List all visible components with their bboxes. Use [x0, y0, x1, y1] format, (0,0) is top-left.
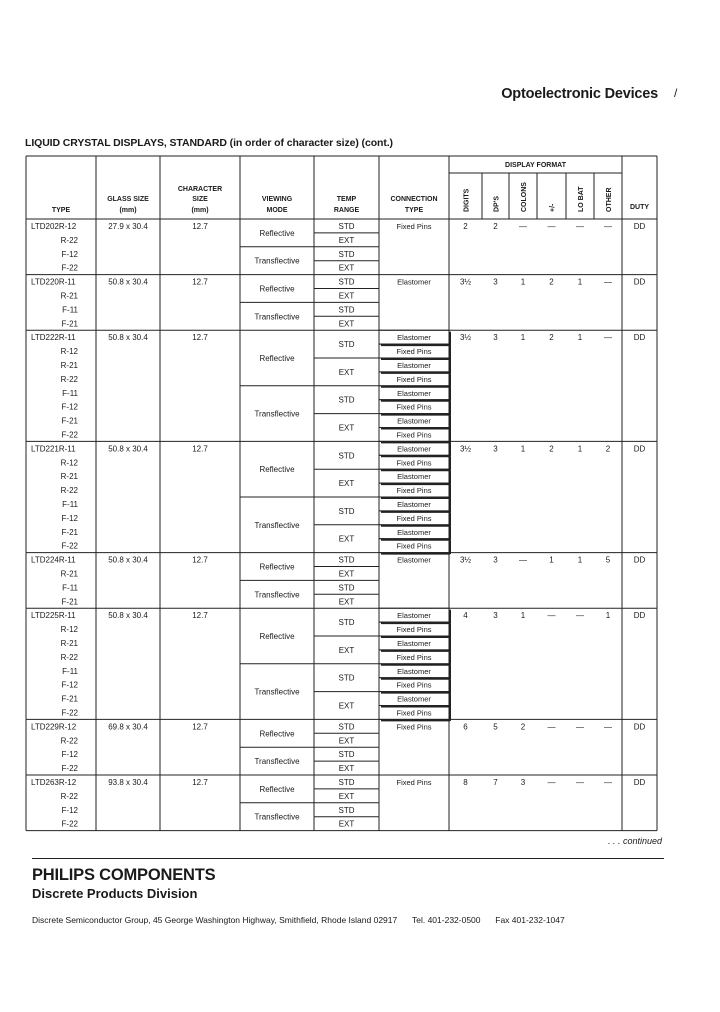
group-4-conn-type: Elastomer [397, 555, 431, 565]
group-3-conn-1-0-0: Elastomer [397, 499, 431, 509]
group-5-glass-size: 50.8 x 30.4 [108, 611, 148, 621]
group-6-type-0: LTD229R-12 [31, 722, 77, 732]
group-0-char-size: 12.7 [192, 222, 208, 231]
group-1-temp-0-0: STD [338, 277, 355, 287]
col-header-temp: TEMP [336, 196, 357, 203]
group-0-type-0: LTD202R-12 [31, 222, 77, 231]
group-3-type-2: R-21 [60, 472, 78, 482]
group-2-conn-1-0-0: Elastomer [397, 388, 431, 398]
col-header-glass-unit: (mm) [119, 207, 137, 214]
group-6-fmt-dps: 5 [493, 722, 498, 732]
group-3-conn-1-1-0: Elastomer [397, 527, 431, 537]
group-2-fmt-half: 2 [549, 333, 554, 343]
col-header-dps: DP'S [493, 195, 501, 212]
group-5-type-3: R-22 [60, 652, 78, 662]
group-0-glass-size: 27.9 x 30.4 [108, 222, 148, 231]
group-5-fmt-half: — [547, 611, 556, 621]
footer-address-line [32, 915, 565, 925]
group-4-fmt-lobat: 1 [577, 555, 583, 565]
group-3-conn-1-0-1: Fixed Pins [396, 513, 432, 523]
group-2-mode-0: Reflective [259, 354, 295, 363]
group-5-conn-1-1-1: Fixed Pins [396, 708, 432, 718]
group-6-fmt-other: — [604, 722, 612, 732]
group-6-fmt-digits: 6 [463, 722, 468, 732]
page-mark: / [674, 86, 678, 100]
group-4-fmt-other: 5 [605, 555, 611, 565]
group-5-fmt-digits: 4 [463, 611, 468, 621]
division-name: Discrete Products Division [32, 886, 198, 901]
footer-fax: Fax 401-232-1047 [495, 915, 565, 925]
group-3-mode-0: Reflective [259, 465, 295, 475]
group-1-temp-1-0: STD [338, 305, 355, 315]
group-0-temp-1-0: STD [338, 249, 355, 259]
col-header-digits: DIGITS [463, 188, 471, 212]
group-7-glass-size: 93.8 x 30.4 [108, 778, 148, 787]
group-2-temp-1-1: EXT [338, 423, 355, 433]
group-2-glass-size: 50.8 x 30.4 [108, 333, 148, 343]
group-3-fmt-half: 2 [549, 444, 554, 454]
group-5-conn-0-0-1: Fixed Pins [396, 625, 432, 635]
group-6-conn-type: Fixed Pins [396, 722, 432, 732]
group-4-temp-1-1: EXT [338, 597, 355, 607]
group-2-temp-1-0: STD [338, 395, 355, 405]
col-header-conn: CONNECTION [390, 196, 438, 203]
group-3-fmt-colons: 1 [520, 444, 526, 454]
group-1-type-3: F-21 [61, 319, 78, 329]
col-header-lobat: LO BAT [578, 186, 585, 212]
group-6-fmt-lobat: — [576, 722, 584, 732]
group-4-temp-0-1: EXT [338, 569, 355, 579]
group-4-mode-0: Reflective [259, 562, 295, 572]
group-0-fmt-half: — [547, 222, 556, 231]
group-3-fmt-lobat: 1 [577, 444, 583, 454]
group-0-type-3: F-22 [61, 263, 78, 273]
group-7-temp-1-0: STD [338, 805, 355, 815]
group-1-duty: DD [633, 277, 646, 287]
group-1-type-0: LTD220R-11 [31, 277, 76, 287]
group-2-conn-1-1-0: Elastomer [397, 416, 431, 426]
footer-tel: Tel. 401-232-0500 [411, 915, 481, 925]
group-6-fmt-colons: 2 [520, 722, 526, 732]
group-5-conn-0-0-0: Elastomer [397, 611, 431, 621]
group-2-type-1: R-12 [60, 347, 78, 357]
group-0-temp-0-1: EXT [338, 235, 355, 245]
group-7-temp-0-1: EXT [338, 791, 355, 801]
group-5-conn-1-0-0: Elastomer [397, 666, 431, 676]
group-1-conn-type: Elastomer [397, 277, 431, 287]
group-3-temp-0-1: EXT [338, 479, 355, 489]
group-4-glass-size: 50.8 x 30.4 [108, 555, 148, 565]
group-0-type-1: R-22 [60, 235, 78, 245]
group-4-mode-1: Transflective [254, 590, 300, 600]
group-2-fmt-colons: 1 [520, 333, 526, 343]
group-3-temp-0-0: STD [338, 451, 355, 461]
group-3-duty: DD [633, 444, 646, 454]
group-5-char-size: 12.7 [192, 611, 208, 621]
col-header-half: +/- [549, 203, 557, 212]
group-4-duty: DD [633, 555, 646, 565]
group-0-fmt-lobat: — [576, 222, 584, 231]
group-7-conn-type: Fixed Pins [396, 778, 432, 787]
group-0-fmt-colons: — [519, 222, 527, 231]
group-4-char-size: 12.7 [192, 555, 208, 565]
group-1-fmt-half: 2 [549, 277, 554, 287]
group-6-type-1: R-22 [60, 736, 78, 746]
group-2-conn-0-0-0: Elastomer [397, 333, 431, 343]
group-7-fmt-other: — [604, 778, 612, 787]
col-header-char: CHARACTER [177, 186, 223, 193]
group-2-conn-1-0-1: Fixed Pins [396, 402, 432, 412]
group-6-temp-1-1: EXT [338, 764, 355, 774]
group-2-mode-1: Transflective [254, 409, 300, 419]
group-0-temp-1-1: EXT [338, 263, 355, 273]
group-2-conn-1-1-1: Fixed Pins [396, 430, 432, 440]
group-4-fmt-dps: 3 [493, 555, 498, 565]
group-5-conn-1-1-0: Elastomer [397, 694, 431, 704]
group-3-mode-1: Transflective [254, 520, 300, 530]
group-3-char-size: 12.7 [192, 444, 208, 454]
group-7-type-0: LTD263R-12 [31, 778, 77, 787]
group-2-char-size: 12.7 [192, 333, 208, 343]
group-7-temp-0-0: STD [338, 777, 355, 787]
group-2-conn-0-1-1: Fixed Pins [396, 374, 432, 384]
group-1-type-1: R-21 [60, 291, 78, 301]
group-2-conn-0-0-1: Fixed Pins [396, 347, 432, 357]
group-4-fmt-colons: — [519, 555, 527, 565]
group-1-fmt-other: — [604, 277, 612, 287]
group-5-temp-1-0: STD [338, 673, 355, 683]
group-2-conn-0-1-0: Elastomer [397, 360, 431, 370]
group-5-type-6: F-21 [61, 694, 78, 704]
group-7-type-2: F-12 [61, 805, 78, 815]
group-5-duty: DD [633, 611, 646, 621]
group-0-duty: DD [633, 222, 646, 231]
group-5-mode-1: Transflective [254, 687, 300, 697]
group-7-duty: DD [633, 778, 646, 787]
group-3-fmt-digits: 3½ [459, 444, 472, 454]
group-6-type-3: F-22 [61, 764, 78, 774]
group-3-conn-0-1-1: Fixed Pins [396, 486, 432, 496]
group-4-type-0: LTD224R-11 [31, 555, 76, 565]
col-header-other: OTHER [606, 187, 613, 212]
group-2-type-3: R-22 [60, 374, 78, 384]
group-7-temp-1-1: EXT [338, 819, 355, 829]
group-5-type-2: R-21 [60, 639, 78, 648]
group-6-mode-0: Reflective [259, 729, 295, 739]
group-1-glass-size: 50.8 x 30.4 [108, 277, 148, 287]
group-1-fmt-dps: 3 [493, 277, 498, 287]
group-5-type-7: F-22 [61, 708, 78, 718]
group-3-type-4: F-11 [62, 500, 78, 509]
group-3-type-6: F-21 [61, 527, 78, 537]
col-header-display-format: DISPLAY FORMAT [505, 162, 566, 169]
page-header-title: Optoelectronic Devices [501, 86, 658, 102]
group-5-temp-0-0: STD [338, 618, 355, 628]
group-0-type-2: F-12 [61, 249, 78, 259]
group-2-type-6: F-21 [61, 416, 78, 426]
col-header-char-unit: (mm) [191, 207, 209, 214]
group-3-fmt-dps: 3 [493, 444, 498, 454]
group-0-mode-1: Transflective [254, 256, 300, 266]
group-1-fmt-colons: 1 [520, 277, 526, 287]
group-7-fmt-half: — [547, 778, 556, 787]
group-6-glass-size: 69.8 x 30.4 [108, 722, 148, 732]
group-2-fmt-lobat: 1 [577, 333, 583, 343]
group-2-type-2: R-21 [60, 361, 78, 370]
continued-note: . . . continued [608, 836, 663, 846]
group-0-temp-0-0: STD [338, 221, 355, 231]
group-3-temp-1-0: STD [338, 506, 355, 516]
group-2-type-4: F-11 [62, 388, 78, 398]
group-5-type-4: F-11 [62, 666, 78, 676]
group-3-fmt-other: 2 [605, 444, 611, 454]
group-6-temp-0-0: STD [338, 722, 355, 732]
group-2-type-0: LTD222R-11 [31, 333, 76, 343]
col-header-glass: GLASS SIZE [107, 196, 149, 203]
group-1-temp-1-1: EXT [338, 319, 355, 329]
group-4-temp-0-0: STD [338, 555, 355, 565]
group-3-type-1: R-12 [60, 458, 78, 468]
group-5-conn-1-0-1: Fixed Pins [396, 680, 432, 690]
group-4-fmt-digits: 3½ [459, 555, 472, 565]
group-2-fmt-dps: 3 [493, 333, 498, 343]
group-5-fmt-other: 1 [605, 611, 611, 621]
group-2-duty: DD [633, 333, 646, 343]
group-1-mode-1: Transflective [254, 312, 300, 322]
group-7-fmt-lobat: — [576, 778, 584, 787]
group-5-conn-0-1-0: Elastomer [397, 638, 431, 648]
group-1-char-size: 12.7 [192, 277, 208, 287]
group-0-fmt-other: — [604, 222, 612, 231]
group-4-type-3: F-21 [61, 597, 78, 607]
group-3-type-7: F-22 [61, 541, 78, 551]
group-7-fmt-digits: 8 [463, 778, 468, 787]
group-4-temp-1-0: STD [338, 583, 355, 593]
group-3-type-5: F-12 [61, 513, 78, 523]
group-3-conn-0-0-1: Fixed Pins [396, 458, 432, 468]
group-5-fmt-colons: 1 [520, 611, 526, 621]
group-5-mode-0: Reflective [259, 632, 295, 641]
col-header-char-2: SIZE [192, 196, 208, 203]
group-5-temp-0-1: EXT [338, 645, 355, 655]
group-2-temp-0-1: EXT [338, 367, 355, 377]
group-6-temp-0-1: EXT [338, 736, 355, 746]
group-3-type-3: R-22 [60, 486, 78, 496]
group-3-conn-0-1-0: Elastomer [397, 472, 431, 482]
group-2-fmt-other: — [604, 333, 612, 343]
group-0-fmt-digits: 2 [463, 222, 468, 231]
group-7-char-size: 12.7 [192, 778, 208, 787]
group-7-fmt-dps: 7 [493, 778, 498, 787]
group-7-fmt-colons: 3 [520, 778, 526, 787]
group-5-type-5: F-12 [61, 680, 78, 690]
footer-address: Discrete Semiconductor Group, 45 George Washington Highway, Smithfield, Rhode Island 02917 [32, 915, 398, 925]
group-2-temp-0-0: STD [338, 340, 355, 350]
group-1-temp-0-1: EXT [338, 291, 355, 301]
group-0-mode-0: Reflective [259, 228, 295, 238]
group-6-fmt-half: — [547, 722, 556, 732]
group-1-mode-0: Reflective [259, 284, 295, 294]
section-title: LIQUID CRYSTAL DISPLAYS, STANDARD (in order of character size) (cont.) [25, 137, 393, 149]
group-0-fmt-dps: 2 [493, 222, 498, 231]
group-5-fmt-dps: 3 [493, 611, 498, 621]
group-7-mode-1: Transflective [254, 812, 300, 822]
group-7-type-1: R-22 [60, 791, 78, 801]
col-header-view-2: MODE [266, 207, 288, 214]
group-1-fmt-digits: 3½ [459, 277, 472, 287]
group-5-type-0: LTD225R-11 [31, 611, 76, 621]
group-4-type-1: R-21 [60, 569, 78, 579]
col-header-type: TYPE [51, 207, 71, 214]
group-3-type-0: LTD221R-11 [31, 444, 76, 454]
col-header-duty: DUTY [629, 204, 650, 211]
group-6-duty: DD [633, 722, 646, 732]
group-7-type-3: F-22 [61, 819, 78, 829]
group-5-fmt-lobat: — [576, 611, 584, 621]
group-6-char-size: 12.7 [192, 722, 208, 732]
group-6-mode-1: Transflective [254, 757, 300, 767]
group-2-type-5: F-12 [61, 402, 78, 412]
col-header-colons: COLONS [521, 182, 528, 212]
group-5-type-1: R-12 [60, 625, 78, 635]
group-5-conn-0-1-1: Fixed Pins [396, 652, 432, 662]
col-header-conn-2: TYPE [404, 207, 424, 214]
group-1-fmt-lobat: 1 [577, 277, 583, 287]
footer-divider [32, 858, 664, 859]
group-6-type-2: F-12 [61, 750, 78, 760]
group-6-temp-1-0: STD [338, 750, 355, 760]
group-0-conn-type: Fixed Pins [396, 222, 432, 231]
group-3-temp-1-1: EXT [338, 534, 355, 544]
group-5-temp-1-1: EXT [338, 701, 355, 711]
col-header-view: VIEWING [261, 196, 293, 203]
col-header-temp-2: RANGE [333, 207, 360, 214]
group-3-conn-1-1-1: Fixed Pins [396, 541, 432, 551]
group-2-fmt-digits: 3½ [459, 333, 472, 343]
company-name: PHILIPS COMPONENTS [32, 866, 216, 884]
group-1-type-2: F-11 [62, 305, 78, 315]
group-3-glass-size: 50.8 x 30.4 [108, 444, 148, 454]
group-7-mode-0: Reflective [259, 784, 295, 794]
group-3-conn-0-0-0: Elastomer [397, 444, 431, 454]
group-2-type-7: F-22 [61, 430, 78, 440]
group-4-type-2: F-11 [62, 583, 78, 593]
group-4-fmt-half: 1 [549, 555, 554, 565]
